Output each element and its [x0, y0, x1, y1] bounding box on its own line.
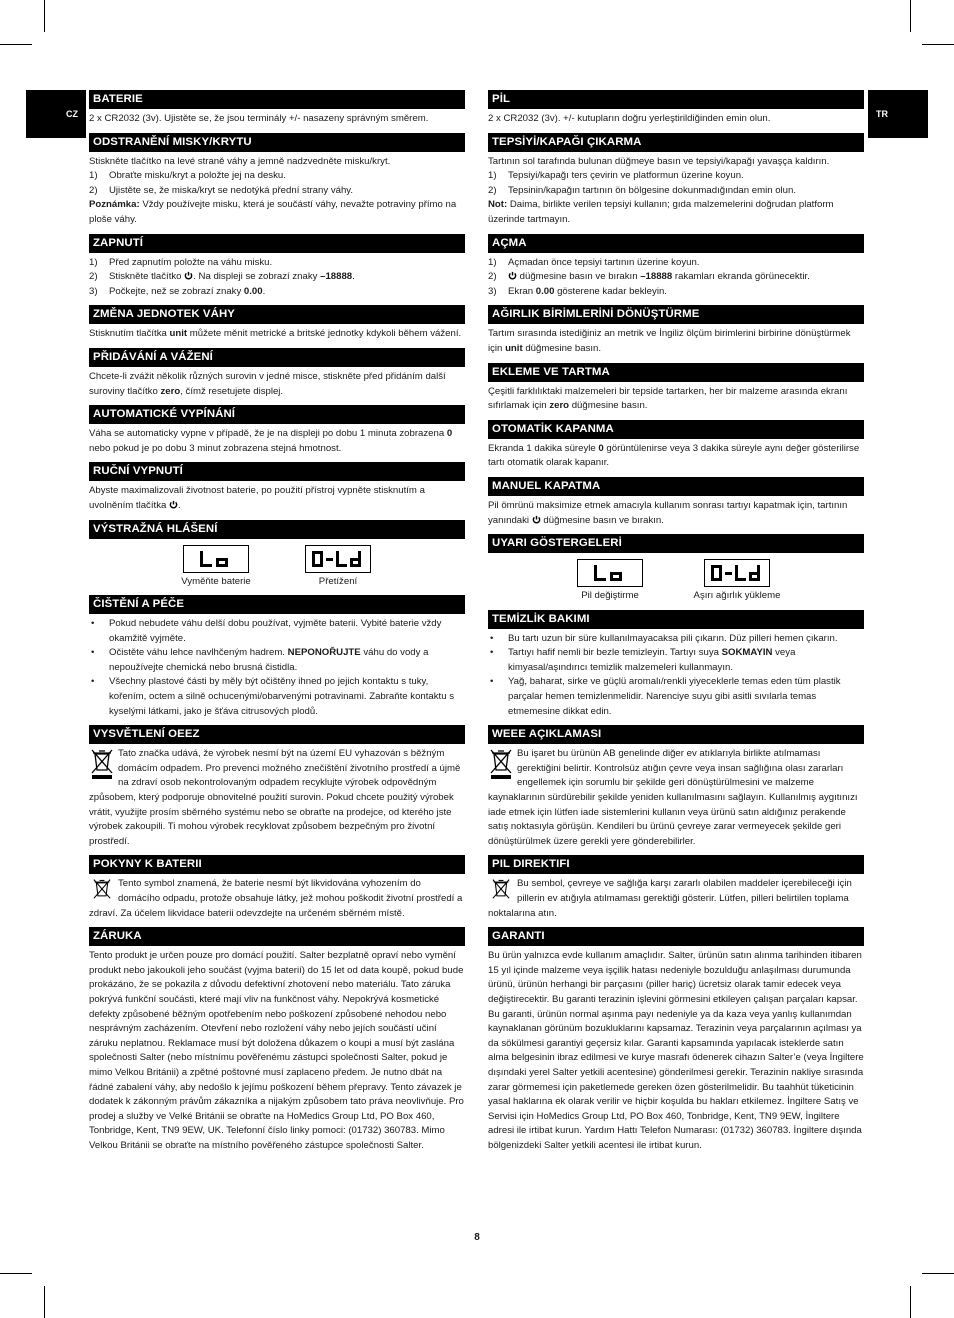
- crop-mark: [0, 44, 32, 45]
- section-zapnuti: [89, 234, 465, 300]
- list-item: 1) Tepsiyi/kapağı ters çevirin ve platformun üzerine koyun.: [488, 170, 744, 182]
- power-icon: [508, 271, 517, 280]
- list-item: • Pokud nebudete váhu delší dobu používat, vyjměte baterii. Vybité baterie vždy okamžitě vyjměte.: [91, 618, 442, 644]
- column-turkish: [488, 90, 864, 1160]
- lcd-lo-digits: [196, 550, 236, 568]
- section-heading: BATERIE: [89, 90, 465, 109]
- section-weee: [488, 725, 864, 849]
- list-item: 3) Počkejte, než se zobrazí znaky 0.00.: [89, 285, 266, 297]
- crop-mark: [922, 44, 954, 45]
- section-uyari: [488, 534, 864, 604]
- section-heading: EKLEME VE TARTMA: [488, 363, 864, 382]
- lcd-caption: Pil değiştirme: [581, 590, 639, 602]
- section-pridavani: [89, 348, 465, 399]
- note: Not: Daima, birlikte verilen tepsiyi kullanın; gıda malzemelerini doğrudan platform üzerinde tartmayın.: [488, 199, 834, 225]
- section-manuel: [488, 477, 864, 528]
- list-item: • Očistěte váhu lehce navlhčeným hadrem. NEPONOŘUJTE váhu do vody a nepoužívejte chemická nebo brusná čistidla.: [91, 647, 429, 673]
- section-text: Tento symbol znamená, že baterie nesmí být likvidována vyhozením do domácího odpadu, protože obsahuje látky, jež mohou poškodit životní prostředí a zdraví. Za účelem likvidace baterii odevzdejte na určeném sběrném místě.: [89, 878, 463, 919]
- section-tepsi: [488, 133, 864, 228]
- lcd-lo-digits: [590, 564, 630, 582]
- lcd-old-digits: [310, 550, 366, 568]
- section-otomatik: [488, 420, 864, 471]
- power-icon: [532, 515, 541, 524]
- section-ekleme: [488, 363, 864, 414]
- list-item: • Bu tartı uzun bir süre kullanılmayacaksa pili çıkarın. Düz pilleri hemen çıkarın.: [490, 632, 838, 644]
- crop-mark: [0, 1273, 32, 1274]
- section-auto: [89, 405, 465, 456]
- list-item: 1) Açmadan önce tepsiyi tartının üzerine koyun.: [488, 256, 700, 268]
- crop-mark: [44, 0, 45, 32]
- section-text: Ekranda 1 dakika süreyle 0 görüntülenirse veya 3 dakika süreyle aynı değer gösterilirse tartı otomatik olarak kapanır.: [488, 442, 860, 469]
- column-czech: [89, 90, 465, 1160]
- section-baterie: [89, 90, 465, 127]
- list-item: 2) düğmesine basın ve bırakın –18888 rakamları ekranda görünecektir.: [488, 271, 810, 283]
- section-text: Abyste maximalizovali životnost baterie, po použití přístroj vypněte stisknutím a uvolněním tlačítka .: [89, 485, 425, 511]
- section-heading: AĞIRLIK BİRİMLERİNİ DÖNÜŞTÜRME: [488, 305, 864, 324]
- section-zmena: [89, 305, 465, 342]
- section-heading: WEEE AÇIKLAMASI: [488, 725, 864, 744]
- section-vystrazna: [89, 520, 465, 590]
- lcd-display: [577, 559, 643, 587]
- section-heading: PŘIDÁVÁNÍ A VÁŽENÍ: [89, 348, 465, 367]
- section-acma: [488, 234, 864, 300]
- language-label: CZ: [66, 109, 78, 119]
- power-icon: [184, 271, 193, 280]
- section-heading: TEMİZLİK BAKIMI: [488, 610, 864, 629]
- section-text: Tartım sırasında istediğiniz an metrik ve İngiliz ölçüm birimlerini birbirine dönüştürmek için unit düğmesine basın.: [488, 328, 851, 354]
- section-heading: PIL DIREKTIFI: [488, 855, 864, 874]
- lcd-old: [687, 559, 787, 604]
- section-text: Tato značka udává, že výrobek nesmí být na území EU vyhazován s běžným domácím odpadem. Pro prevenci možného znečištění životního prostředí a újmě na zdraví osob nekontrolovaným odpadem recyklujte výrobek odpovědným způsobem, který podporuje obnovitelné použití surovin. Pokud chcete použitý výrobek vrátit, využijte prosím sběrného systému nebo se obraťte na prodejce, od kterého jste výrobek zakoupili. Ti mohou výrobek recyklovat způsobem bezpečným pro životní prostředí.: [89, 748, 461, 847]
- section-pil-direktifi: [488, 855, 864, 921]
- section-temizlik: [488, 610, 864, 720]
- list-item: 1) Před zapnutím položte na váhu misku.: [89, 256, 273, 268]
- note: Poznámka: Vždy používejte misku, která je součástí váhy, nevažte potraviny přímo na ploše váhy.: [89, 199, 457, 225]
- section-heading: OTOMATİK KAPANMA: [488, 420, 864, 439]
- section-heading: PİL: [488, 90, 864, 109]
- lcd-display: [704, 559, 770, 587]
- language-label: TR: [876, 109, 888, 119]
- section-heading: POKYNY K BATERII: [89, 855, 465, 874]
- section-pil: [488, 90, 864, 127]
- crossed-bin-icon: [488, 748, 514, 780]
- lcd-caption: Přetížení: [318, 575, 358, 587]
- section-text: 2 x CR2032 (3v). +/- kutupların doğru yerleştirildiğinden emin olun.: [488, 113, 771, 124]
- section-heading: MANUEL KAPATMA: [488, 477, 864, 496]
- section-heading: AUTOMATICKÉ VYPÍNÁNÍ: [89, 405, 465, 424]
- page-number: 8: [474, 1232, 480, 1243]
- section-text: 2 x CR2032 (3v). Ujistěte se, že jsou terminály +/- nasazeny správným směrem.: [89, 113, 429, 124]
- lcd-old: [293, 545, 383, 590]
- list-item: 3) Ekran 0.00 gösterene kadar bekleyin.: [488, 285, 667, 297]
- section-text: Váha se automaticky vypne v případě, že je na displeji po dobu 1 minuta zobrazena 0 nebo pokud je po dobu 3 minut zobrazena stejná hmotnost.: [89, 428, 453, 454]
- section-text: Bu sembol, çevreye ve sağlığa karşı zararlı olabilen maddeler içerebileceği için pillerin ev atığıyla atılmaması gerektiği gösterir. Lütfen, pilleri belirtilen toplama noktalarına atın.: [488, 878, 852, 919]
- section-text: Çeşitli farklılıktaki malzemeleri bir tepside tartarken, her bir malzeme arasında ekranı sıfırlamak için zero düğmesine basın.: [488, 385, 848, 412]
- list-item: 2) Tepsinin/kapağın tartının ön bölgesine dokunmadığından emin olun.: [488, 184, 797, 196]
- list-item: • Všechny plastové části by měly být očištěny ihned po jejich kontaktu s tuky, kořením, octem a silně ochucenými/obarvenými potravinami. Zabraňte kontaktu s kyselými látkami, jako je šťáva citrusových plodů.: [91, 676, 455, 717]
- section-heading: AÇMA: [488, 234, 864, 253]
- power-icon: [169, 500, 178, 509]
- section-heading: UYARI GÖSTERGELERİ: [488, 534, 864, 553]
- section-text: Pil ömrünü maksimize etmek amacıyla kullanım sonrası tartıyı kapatmak için, tartının yanındaki düğmesine basın ve bırakın.: [488, 499, 848, 526]
- section-text: Bu ürün yalnızca evde kullanım amaçlıdır. Salter, ürünün satın alınma tarihinden itibaren 15 yıl içinde malzeme veya işçilik hatası nedeniyle bozulduğu anlaşılması durumunda ürünü, ürünün herhangi bir parçasını (piller hariç) ücretsiz olarak tamir edecek veya değiştirecektir. Bu garanti terazinin işlevini görmesini etkileyen çalışan parçaları kapsar. Bu garanti, ürünün normal aşınma payı nedeniyle ya da kaza veya yanlış kullanımdan kaynaklanan görünüm bozukluklarını kapsamaz. Terazinin veya parçalarının açılması ya da sökülmesi garantiyi geçersiz kılar. Garanti kapsamında yapılacak isteklerde satın alma belgesinin ibraz edilmesi ve kurye masrafı ödenerek cihazın Salter’e (veya İngiltere dışındaki yerel Salter yetkili acentesine) gönderilmesi gerekir. Terazinin nakliye sırasında zarar görmemesi için paketlemede gereken özen gösterilmelidir. Bu taahhüt tüketicinin yasal haklarına ek olarak verilir ve hiçbir koşulda bu hakları etkilemez. İngiltere Satış ve Servisi için HoMedics Group Ltd, PO Box 460, Tonbridge, Kent, TN9 9EW, İngiltere adresi ile irtibat kurun. Yardım Hattı Telefon Numarası: (01732) 360783. İngiltere dışında bölgenizdeki Salter yetkili acentesi ile irtibat kurun.: [488, 950, 864, 1151]
- section-heading: VÝSTRAŽNÁ HLÁŠENÍ: [89, 520, 465, 539]
- section-text: Tento produkt je určen pouze pro domácí použití. Salter bezplatně opraví nebo vymění produkt nebo jakoukoli jeho součást (vyjma baterií) do 15 let od data koupě, pokud bude prokázáno, že se pokazila z důvodu defektivní zhotovení nebo materiálu. Tato záruka pokrývá funkční součásti, které mají vliv na funkčnost váhy. Nepokrývá kosmetické defekty způsobené běžným opotřebením nebo poškození způsobené nehodou nebo nesprávným zacházením. Otevření nebo rozložení váhy nebo jejích součástí učiní záruku neplatnou. Reklamace musí být doložena důkazem o koupi a musí být zaslána společnosti Salter (nebo místnímu pověřenému zástupci společnosti Salter, pokud je mimo Velkou Británii) a zpětné poštovné musí zaplaceno předem. Je nutno dbát na řádné zabalení váhy, aby nedošlo k jejímu poškození během přepravy. Tento závazek je dodatek k zákonným právům zákazníka a nijakým způsobem tato práva neovlivňuje. Pro prodej a služby ve Velké Británii se obraťte na HoMedics Group Ltd, PO Box 460, Tonbridge, Kent, TN9 9EW, UK. Telefonní číslo linky pomoci: (01732) 360783. Mimo Velkou Británii se obraťte na místního pověřeného zástupce společnosti Salter.: [89, 950, 464, 1151]
- lcd-display: [183, 545, 249, 573]
- section-cisteni: [89, 595, 465, 719]
- list-item: • Tartıyı hafif nemli bir bezle temizleyin. Tartıyı suya SOKMAYIN veya kimyasal/aşındırıcı temizlik malzemeleri kullanmayın.: [490, 647, 796, 673]
- section-heading: ZÁRUKA: [89, 927, 465, 946]
- crop-mark: [922, 1273, 954, 1274]
- crop-mark: [44, 1286, 45, 1318]
- section-garanti: [488, 927, 864, 1153]
- list-item: 2) Ujistěte se, že miska/kryt se nedotýká přední strany váhy.: [89, 184, 354, 196]
- section-heading: ZAPNUTÍ: [89, 234, 465, 253]
- crossed-bin-icon: [89, 748, 115, 780]
- list-item: 2) Stiskněte tlačítko . Na displeji se zobrazí znaky –18888.: [89, 271, 355, 283]
- section-odstraneni: [89, 133, 465, 228]
- crop-mark: [910, 0, 911, 32]
- lcd-lo: [565, 559, 655, 604]
- lcd-caption: Aşırı ağırlık yükleme: [693, 590, 781, 602]
- list-item: 1) Obraťte misku/kryt a položte jej na desku.: [89, 170, 286, 182]
- section-text: Stisknutím tlačítka unit můžete měnit metrické a britské jednotky kdykoli během vážení.: [89, 328, 462, 340]
- section-rucni: [89, 462, 465, 513]
- section-heading: VYSVĚTLENÍ OEEZ: [89, 725, 465, 744]
- section-heading: GARANTI: [488, 927, 864, 946]
- section-text: Chcete-li zvážit několik různých surovin v jedné misce, stiskněte před přidáním další suroviny tlačítko zero, čímž resetujete displej.: [89, 370, 446, 397]
- section-heading: ČIŠTĚNÍ A PÉČE: [89, 595, 465, 614]
- section-text: Tartının sol tarafında bulunan düğmeye basın ve tepsiyi/kapağı yavaşça kaldırın.: [488, 155, 830, 167]
- section-oeez: [89, 725, 465, 849]
- crossed-bin-icon: [89, 878, 115, 904]
- lcd-old-digits: [709, 564, 765, 582]
- section-text: Bu işaret bu ürünün AB genelinde diğer ev atıklarıyla birlikte atılmaması gerektiğini belirtir. Kontrolsüz atığın çevre veya insan sağlığına olası zararları engellemek için sorumlu bir şekilde geri dönüştürülmesini ve malzeme kaynaklarının sürdürebilir şekilde yeniden kullanılmasını sağlayın. Kullanılmış aygıtınızı iade etmek için lütfen iade sistemlerini kullanın veya ürünü satın aldığınız perakende satış noktasıyla görüşün. Kendileri bu ürünü çevreye zarar vermeyecek şekilde geri dönüştürülmek üzere gerekli yere gönderebilirler.: [488, 748, 858, 847]
- section-heading: ZMĚNA JEDNOTEK VÁHY: [89, 305, 465, 324]
- crop-mark: [910, 1286, 911, 1318]
- section-pokyny: [89, 855, 465, 921]
- list-item: • Yağ, baharat, sirke ve güçlü aromalı/renkli yiyeceklerle temas eden tüm plastik parçalar hemen temizlenmelidir. Narenciye suyu gibi asitli sıvılarla temas etmemesine dikkat edin.: [490, 676, 841, 717]
- lcd-display: [305, 545, 371, 573]
- lcd-lo: [171, 545, 261, 590]
- section-heading: ODSTRANĚNÍ MISKY/KRYTU: [89, 133, 465, 152]
- section-agirlik: [488, 305, 864, 356]
- section-heading: TEPSİYİ/KAPAĞI ÇIKARMA: [488, 133, 864, 152]
- language-tab-cz: [26, 90, 86, 138]
- language-tab-tr: [868, 90, 928, 138]
- crossed-bin-icon: [488, 878, 514, 904]
- lcd-caption: Vyměňte baterie: [181, 575, 251, 587]
- section-zaruka: [89, 927, 465, 1153]
- section-text: Stiskněte tlačítko na levé straně váhy a jemně nadzvedněte misku/kryt.: [89, 155, 391, 167]
- section-heading: RUČNÍ VYPNUTÍ: [89, 462, 465, 481]
